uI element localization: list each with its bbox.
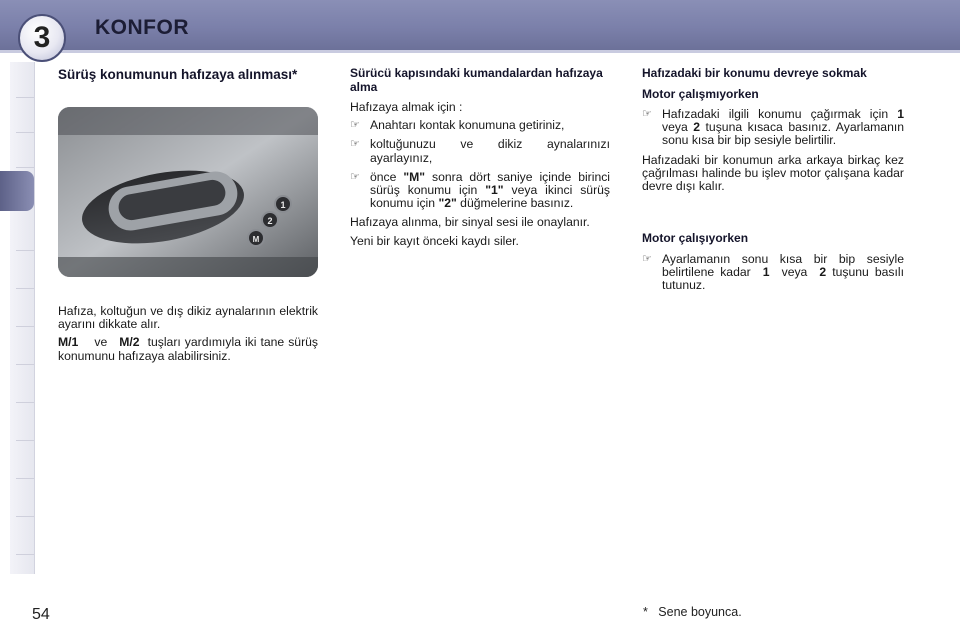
list-item-text [662,108,904,148]
tab-divider [16,516,34,517]
section-heading: Hafızadaki bir konumu devreye sokmak [642,66,867,80]
tab-divider [16,250,34,251]
text: Hafızadaki ilgili konumu çağırmak için [662,107,889,121]
text: düğmelerine basınız. [460,196,574,211]
paragraph: Yeni bir kayıt önceki kaydı siler. [350,233,519,248]
subheading: Motor çalışıyorken [642,231,749,246]
paragraph: Hafızaya alınma, bir sinyal sesi ile onaylanır. [350,215,590,230]
section-heading: Sürüş konumunun hafızaya alınması* [58,67,298,82]
tab-divider [16,554,34,555]
paragraph: Hafızadaki bir konumun arka arkaya birkaç kez çağrılması halinde bu işlev motor çalışana kadar devre dışı kalır. [642,152,904,194]
key-label: "2" [438,196,457,211]
chapter-title: KONFOR [95,16,189,39]
memory-button-1-label: 1 [280,200,286,210]
text: tuşunu basılı tutunuz. [662,264,904,293]
paragraph: Hafızaya almak için : [350,100,463,114]
key-label: 2 [819,264,827,279]
key-label: "1" [485,183,504,198]
door-panel-illustration [58,107,318,277]
tab-divider [16,440,34,441]
list-item [350,138,610,164]
key-label: M/2 [119,335,140,350]
memory-button-m-label: M [252,235,260,244]
key-label: 2 [693,120,701,135]
list-item [350,119,610,132]
section-heading: Sürücü kapısındaki kumandalardan hafızaya alma [350,66,603,94]
page-number: 54 [32,606,50,623]
text: veya [781,264,808,279]
text: önce [370,169,397,184]
list-item-text: koltuğunuzu ve dikiz aynalarınızı ayarlayınız, [370,137,610,165]
pointing-hand-icon: ☞ [350,170,360,183]
text: veya ikinci sürüş konumu için [370,183,610,211]
text: tuşları yardımıyla iki tane sürüş konumunu hafızaya alabilirsiniz. [58,335,319,363]
text: sonra dört saniye içinde birinci sürüş konumu için [370,169,611,198]
key-label: 1 [762,264,770,279]
key-label: "M" [403,169,426,184]
subheading: Motor çalışmıyorken [642,86,759,101]
chapter-number-badge: 3 [18,14,66,62]
list-item-text [662,253,904,293]
column-recalling [642,67,904,298]
tab-divider [16,97,34,98]
tab-divider [16,167,34,168]
text: veya [662,120,688,135]
tab-divider [16,402,34,403]
tab-divider [16,478,34,479]
tab-divider [16,288,34,289]
column-saving [350,67,610,253]
key-label: M/1 [58,335,79,350]
text: tuşuna kısaca basınız. Ayarlamanın sonu kısa bir bip sesiyle belirtilir. [662,120,905,148]
tab-divider [16,132,34,133]
footnote: * Sene boyunca. [643,605,742,619]
pointing-hand-icon: ☞ [350,138,360,151]
chapter-tab-active[interactable] [0,171,34,211]
door-memory-buttons-photo [58,107,318,277]
spacer [642,198,904,232]
header-divider [0,50,960,53]
list-item [642,253,904,293]
pointing-hand-icon: ☞ [642,252,652,265]
text: Ayarlamanın sonu kısa bir bip sesiyle belirtilene kadar [662,251,904,279]
tab-divider [16,326,34,327]
list-item-text [370,171,610,211]
list-item [642,108,904,148]
memory-button-2-label: 2 [267,216,273,226]
paragraph: Hafıza, koltuğun ve dış dikiz aynalarının elektrik ayarını dikkate alır. [58,304,318,332]
list-item-text: Anahtarı kontak konumuna getiriniz, [370,118,565,133]
key-label: 1 [897,107,904,121]
pointing-hand-icon: ☞ [350,119,360,132]
tab-divider [16,364,34,365]
column-memorising [58,67,318,368]
text: ve [94,335,108,350]
list-item [350,171,610,211]
pointing-hand-icon: ☞ [642,108,652,120]
paragraph [58,336,318,362]
chapter-tab-rail [10,62,35,574]
